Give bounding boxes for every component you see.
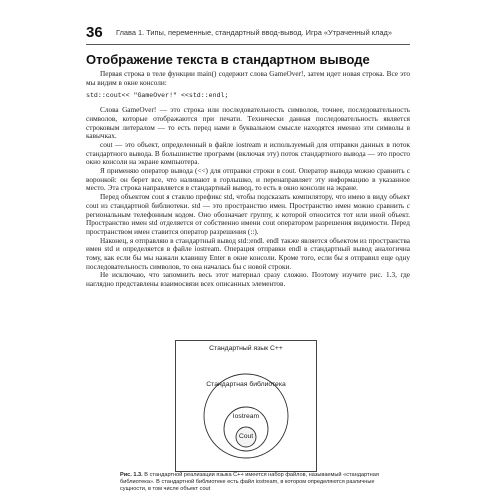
body-text [86,70,410,289]
paragraph: Перед объектом cout я ставлю префикс std, чтобы подсказать компилятору, что имею в виду объект cout из стандартной библиотеки. std — это пространство имен. Пространство имен можно сравнить с региональным телефонным кодом. Оно обозначает группу, к которой относится тот или иной объект. Пространство имен std отделяется от собственно имени cout оператором разрешения видимости. Перед пространством имен ставится оператор разрешения (::). [86,193,410,236]
paragraph: Первая строка в теле функции main() содержит слова GameOver!, затем идет новая строка. Все это мы видим в окне консоли: [86,70,410,87]
paragraph: Я применяю оператор вывода (<<) для отправки строки в cout. Оператор вывода можно сравнить с воронкой: он берет все, что наливают в горлышко, и перенаправляет эту информацию в указанное место. Эта строка направляется в стандартный вывод, то есть в окно консоли на экране. [86,167,410,193]
section-title: Отображение текста в стандартном выводе [86,52,370,67]
caption-prefix: Рис. 1.3. [120,472,143,478]
caption-text: В стандартной реализации языка C++ имеется набор файлов, называемый «стандартная библиотека». В стандартной библиотеке есть файл iostream, в котором определяются различные сущности, в том числе объект cout [120,472,379,492]
paragraph: Не исключаю, что запомнить весь этот материал сразу сложно. Поэтому изучите рис. 1.3, где наглядно представлены взаимосвязи всех описанных элементов. [86,271,410,289]
figure-1-3 [175,340,317,472]
iostream-label: Iostream [232,413,260,420]
paragraph: Наконец, я отправляю в стандартный вывод std::endl. endl также является объектом из пространства имен std и определяется в файле iostream. Операция отправки endl в стандартный вывод аналогична тому, как если бы мы нажали клавишу Enter в окне консоли. Кроме того, если бы я отправил еще одну последовательность символов, то она началась бы с новой строки. [86,236,410,271]
diagram-svg [176,341,316,471]
cout-label: Cout [238,433,254,440]
figure-caption [120,472,380,493]
library-label: Стандартная библиотека [206,381,286,388]
paragraph: cout — это объект, определенный в файле iostream и используемый для отправки данных в поток стандартного вывода. В большинстве программ (включая эту) поток стандартного вывода — это просто окно консоли на экране компьютера. [86,140,410,167]
paragraph: Слова GameOver! — это строка или последовательность символов, точнее, последовательность символов, которые отображаются при печати. Технически данная последовательность является строковым литералом — то есть перед нами в буквальном смысле находятся именно эти символы в кавычках. [86,106,410,141]
running-head: Глава 1. Типы, переменные, стандартный ввод-вывод. Игра «Утраченный клад» [116,28,392,37]
header-rule [86,44,410,45]
page-number: 36 [86,24,103,41]
outer-label: Стандартный язык C++ [209,345,283,352]
code-line: std::cout<< "GameOver!" <<std::endl; [86,92,229,100]
running-header [86,24,410,46]
